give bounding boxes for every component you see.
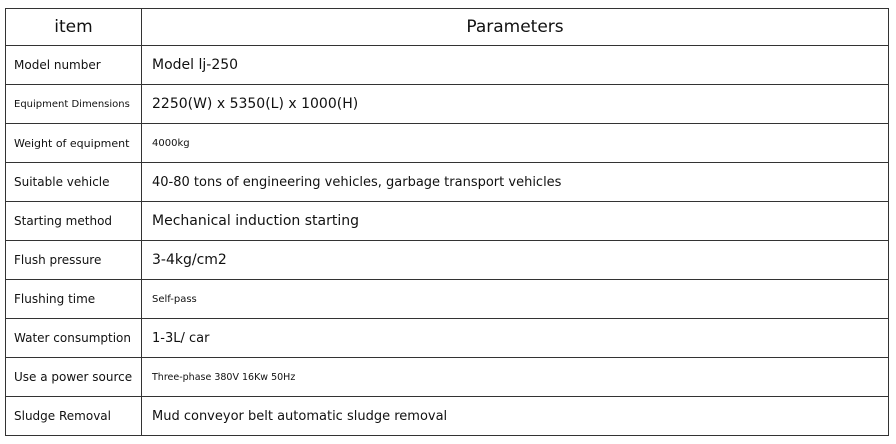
row-label: Weight of equipment bbox=[6, 124, 142, 163]
row-label: Flush pressure bbox=[6, 241, 142, 280]
row-value: 3-4kg/cm2 bbox=[142, 241, 889, 280]
table-row bbox=[6, 85, 889, 124]
table-row bbox=[6, 280, 889, 319]
row-label: Water consumption bbox=[6, 319, 142, 358]
table-row bbox=[6, 358, 889, 397]
row-value: Mud conveyor belt automatic sludge removal bbox=[142, 397, 889, 436]
row-label: Sludge Removal bbox=[6, 397, 142, 436]
row-value: 4000kg bbox=[142, 124, 889, 163]
table-row bbox=[6, 163, 889, 202]
row-value: 1-3L/ car bbox=[142, 319, 889, 358]
row-label: Suitable vehicle bbox=[6, 163, 142, 202]
row-label: Flushing time bbox=[6, 280, 142, 319]
table-header-row bbox=[6, 9, 889, 46]
row-label: Use a power source bbox=[6, 358, 142, 397]
row-label: Equipment Dimensions bbox=[6, 85, 142, 124]
row-label: Model number bbox=[6, 46, 142, 85]
row-value: 40-80 tons of engineering vehicles, garbage transport vehicles bbox=[142, 163, 889, 202]
row-value: Three-phase 380V 16Kw 50Hz bbox=[142, 358, 889, 397]
row-label: Starting method bbox=[6, 202, 142, 241]
table-row bbox=[6, 241, 889, 280]
row-value: Self-pass bbox=[142, 280, 889, 319]
table-row bbox=[6, 202, 889, 241]
row-value: Mechanical induction starting bbox=[142, 202, 889, 241]
table-row bbox=[6, 124, 889, 163]
header-parameters: Parameters bbox=[142, 9, 889, 46]
row-value: 2250(W) x 5350(L) x 1000(H) bbox=[142, 85, 889, 124]
table-row bbox=[6, 397, 889, 436]
row-value: Model lj-250 bbox=[142, 46, 889, 85]
table-row bbox=[6, 319, 889, 358]
header-item: item bbox=[6, 9, 142, 46]
table-row bbox=[6, 46, 889, 85]
parameters-table bbox=[5, 8, 889, 436]
